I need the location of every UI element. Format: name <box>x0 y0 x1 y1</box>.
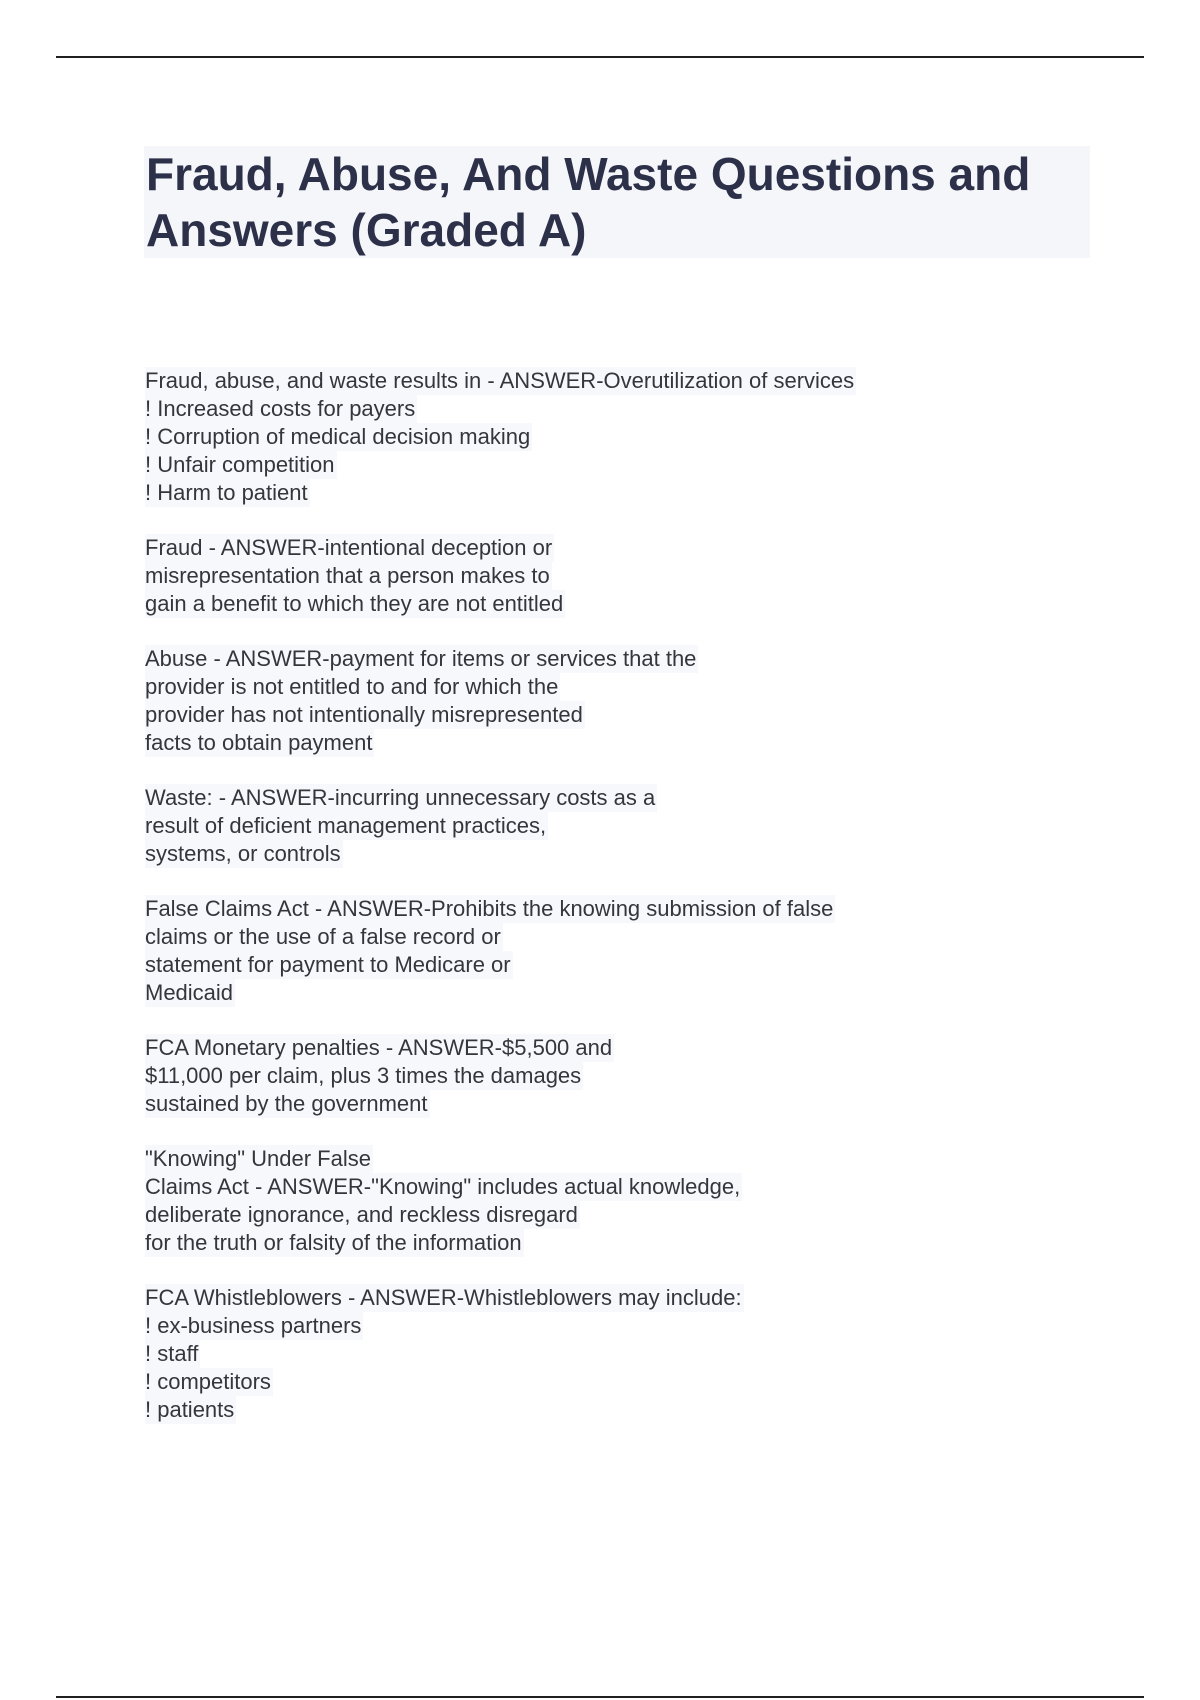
qa-line: provider is not entitled to and for which the <box>145 674 559 699</box>
qa-line: ! patients <box>145 1397 235 1422</box>
qa-line: Abuse - ANSWER-payment for items or services that the <box>145 646 697 671</box>
qa-item-fraud <box>145 534 1045 618</box>
qa-line: False Claims Act - ANSWER-Prohibits the knowing submission of false <box>145 896 834 921</box>
qa-line: ! Increased costs for payers <box>145 396 416 421</box>
qa-line: ! ex-business partners <box>145 1313 362 1338</box>
qa-line: ! Corruption of medical decision making <box>145 424 531 449</box>
qa-line: systems, or controls <box>145 841 341 866</box>
qa-line: ! Harm to patient <box>145 480 308 505</box>
qa-line: sustained by the government <box>145 1091 428 1116</box>
qa-line: Medicaid <box>145 980 234 1005</box>
header-rule <box>56 56 1144 58</box>
qa-list <box>145 367 1045 1451</box>
qa-item-fca-whistleblowers <box>145 1284 1045 1424</box>
qa-line: "Knowing" Under False <box>145 1146 371 1171</box>
qa-line: $11,000 per claim, plus 3 times the damages <box>145 1063 582 1088</box>
qa-line: FCA Whistleblowers - ANSWER-Whistleblowers may include: <box>145 1285 742 1310</box>
qa-item-false-claims-act <box>145 895 1045 1007</box>
qa-line: Waste: - ANSWER-incurring unnecessary costs as a <box>145 785 656 810</box>
qa-line: result of deficient management practices, <box>145 813 547 838</box>
qa-line: FCA Monetary penalties - ANSWER-$5,500 and <box>145 1035 613 1060</box>
qa-line: ! competitors <box>145 1369 271 1394</box>
qa-line: provider has not intentionally misrepresented <box>145 702 583 727</box>
qa-item-abuse <box>145 645 1045 757</box>
qa-item-fca-monetary-penalties <box>145 1034 1045 1118</box>
title-line: Fraud, Abuse, And Waste Questions and <box>146 148 1031 200</box>
qa-item-waste <box>145 784 1045 868</box>
qa-line: claims or the use of a false record or <box>145 924 501 949</box>
qa-line: Claims Act - ANSWER-"Knowing" includes actual knowledge, <box>145 1174 741 1199</box>
qa-line: for the truth or falsity of the information <box>145 1230 522 1255</box>
qa-line: deliberate ignorance, and reckless disregard <box>145 1202 578 1227</box>
qa-line: Fraud, abuse, and waste results in - ANSWER-Overutilization of services <box>145 368 855 393</box>
qa-line: statement for payment to Medicare or <box>145 952 511 977</box>
qa-line: Fraud - ANSWER-intentional deception or <box>145 535 553 560</box>
qa-line: ! Unfair competition <box>145 452 335 477</box>
title-line: Answers (Graded A) <box>146 204 587 256</box>
qa-line: gain a benefit to which they are not entitled <box>145 591 564 616</box>
page-title <box>144 146 1090 258</box>
qa-item-fraud-abuse-waste-results <box>145 367 1045 507</box>
footer-rule <box>56 1696 1144 1698</box>
qa-line: facts to obtain payment <box>145 730 373 755</box>
qa-item-knowing-under-fca <box>145 1145 1045 1257</box>
qa-line: misrepresentation that a person makes to <box>145 563 550 588</box>
qa-line: ! staff <box>145 1341 199 1366</box>
